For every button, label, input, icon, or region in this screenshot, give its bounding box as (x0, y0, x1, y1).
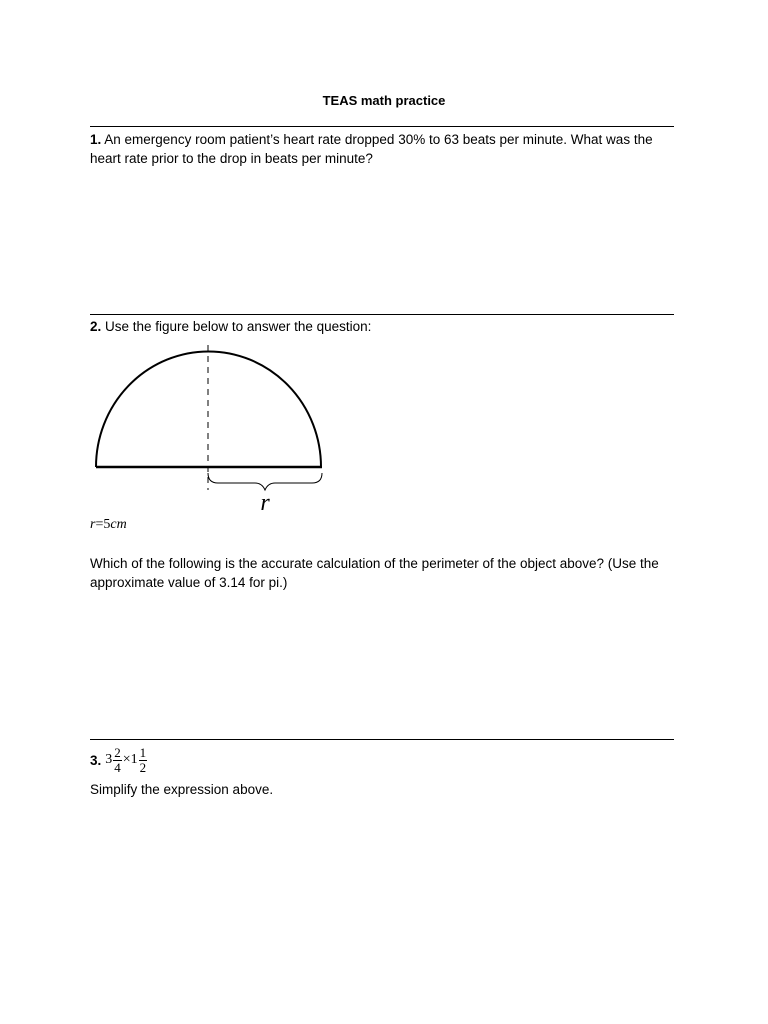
divider-2-3 (90, 739, 674, 740)
question-1-number: 1. (90, 132, 102, 147)
radius-label: r (260, 490, 270, 516)
divider-top (90, 126, 674, 127)
radius-given-value: 5 (103, 517, 111, 532)
question-2-number: 2. (90, 319, 102, 334)
question-3-text: Simplify the expression above. (90, 782, 274, 797)
radius-given-equals: = (95, 517, 104, 532)
question-2-intro-text: Use the figure below to answer the question: (101, 319, 372, 334)
question-2-text: Which of the following is the accurate calculation of the perimeter of the object above? (Use the approximate value of 3.14 for pi.) (90, 556, 659, 590)
mixed-number-1-whole: 3 (105, 752, 113, 767)
question-3-number: 3. (90, 752, 102, 768)
radius-given-unit: cm (110, 517, 127, 532)
question-1-text: An emergency room patient’s heart rate dropped 30% to 63 beats per minute. What was the heart rate prior to the drop in beats per minute? (90, 132, 653, 166)
fraction-1 (113, 746, 122, 775)
multiply-operator: × (122, 752, 131, 767)
question-3-expression (90, 742, 148, 778)
divider-1-2 (90, 314, 674, 315)
radius-brace (208, 473, 322, 490)
document-title: TEAS math practice (322, 93, 446, 108)
question-2-intro (90, 317, 680, 336)
fraction-1-numerator: 2 (114, 744, 121, 760)
fraction-2 (139, 746, 148, 775)
mixed-number-2-whole: 1 (130, 752, 138, 767)
radius-given (90, 515, 680, 534)
question-1 (90, 130, 680, 168)
semicircle-figure (88, 340, 338, 520)
radius-given-var: r (90, 517, 96, 532)
fraction-2-denominator: 2 (139, 759, 147, 775)
fraction-1-denominator: 4 (114, 759, 121, 775)
fraction-2-numerator: 1 (139, 744, 147, 760)
